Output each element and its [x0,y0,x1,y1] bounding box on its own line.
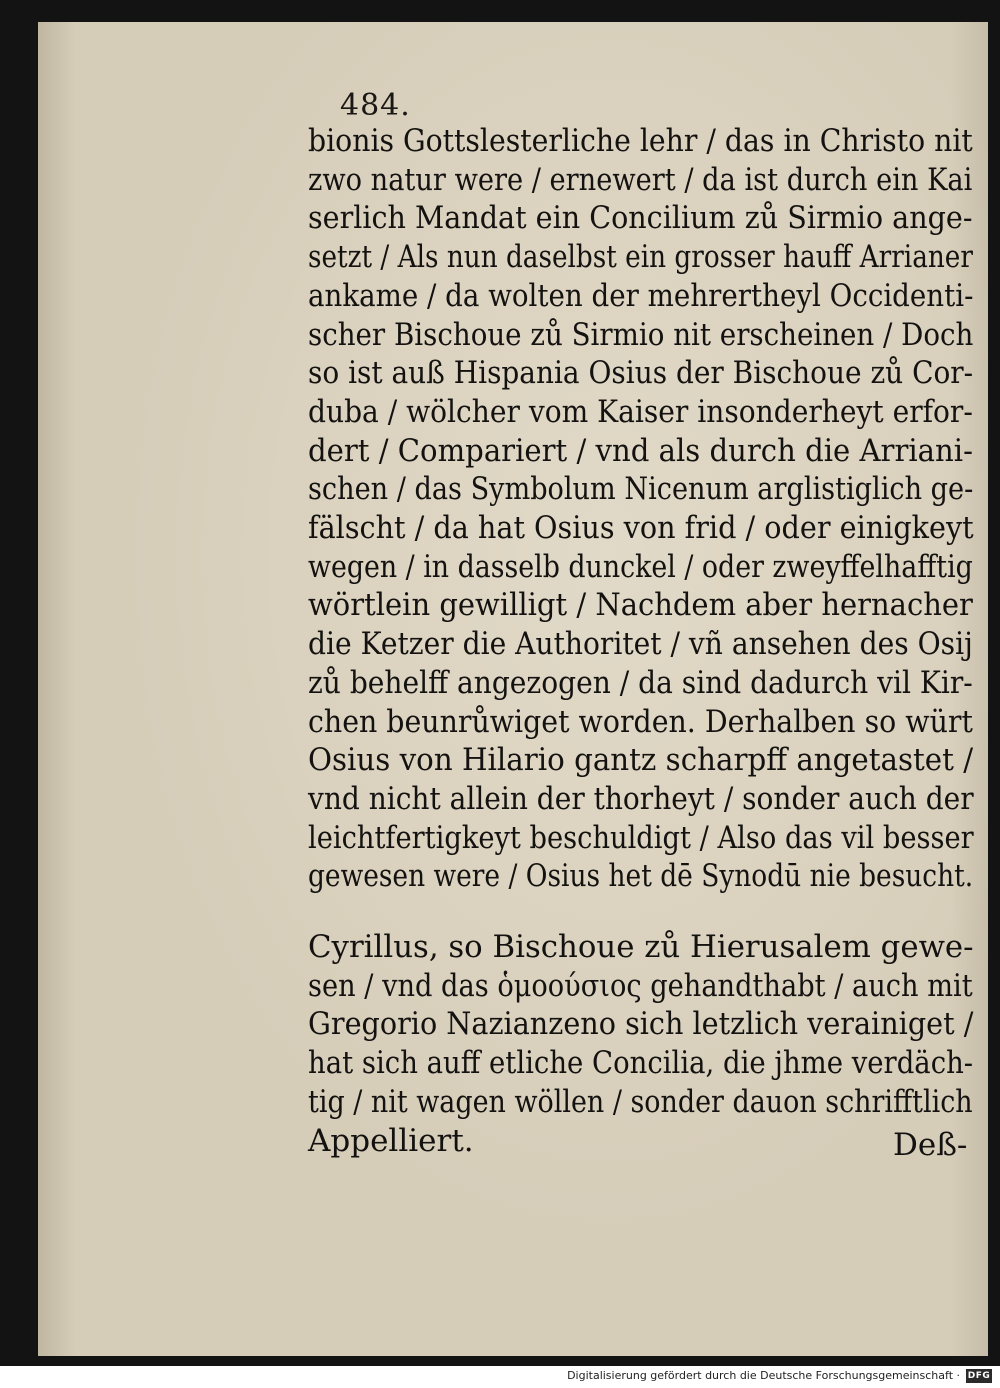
book-page [38,22,988,1356]
text-line: zů behelff angezogen / da sind dadurch vil Kir‑ [308,664,973,701]
catchword: Deß‑ [893,1127,968,1163]
text-line: dert / Compariert / vnd als durch die Arriani‑ [308,432,973,469]
funding-credit: Digitalisierung gefördert durch die Deutsche Forschungsgemeinschaft · [567,1369,960,1382]
footer-bar [0,1366,1000,1388]
page-number: 484. [340,88,411,123]
text-line: chen beunrůwiget worden. Derhalben so würt [308,703,973,740]
text-line: zwo natur were / ernewert / da ist durch ein Kai [308,161,973,198]
text-line: leichtfertigkeyt beschuldigt / Also das vil besser [308,819,974,856]
text-line: Osius von Hilario gantz scharpff angetastet / [308,742,974,779]
paragraph-2 [308,928,978,1160]
text-line: wörtlein gewilligt / Nachdem aber hernacher [308,587,973,624]
text-line: schen / das Symbolum Nicenum arglistiglich ge‑ [308,471,974,508]
text-line: Appelliert. [308,1122,474,1159]
text-line: fälscht / da hat Osius von frid / oder einigkeyt [308,510,974,547]
text-line: tig / nit wagen wöllen / sonder dauon schrifftlich [308,1083,973,1120]
text-line: duba / wölcher vom Kaiser insonderheyt erfor‑ [308,393,973,430]
text-line: scher Bischoue zů Sirmio nit erscheinen / Doch [308,316,974,353]
text-line: wegen / in dasselb dunckel / oder zweyffelhafftig [308,548,973,585]
text-line: bionis Gottslesterliche lehr / das in Christo nit [308,123,973,159]
text-line: gewesen were / Osius het dē Synodū nie besucht. [308,858,974,895]
text-line: Gregorio Nazianzeno sich letzlich verainiget / [308,1006,974,1043]
text-line: die Ketzer die Authoritet / vñ ansehen des Osij [308,626,973,663]
text-block [308,122,978,1160]
text-line: vnd nicht allein der thorheyt / sonder auch der [308,780,974,817]
text-line: ankame / da wolten der mehrertheyl Occidenti‑ [308,277,974,314]
text-line: setzt / Als nun daselbst ein grosser hauff Arrianer [308,239,973,276]
dfg-logo: DFG [967,1371,991,1381]
paragraph-gap [308,896,978,928]
paragraph-1 [308,122,978,896]
text-line: serlich Mandat ein Concilium zů Sirmio ange‑ [308,200,973,237]
text-line: hat sich auff etliche Concilia, die jhme verdäch‑ [308,1045,974,1082]
text-line: sen / vnd das ὁμοούσιος gehandthabt / auch mit [308,967,973,1004]
text-line: Cyrillus, so Bischoue zů Hierusalem gewe‑ [308,929,974,966]
text-line: so ist auß Hispania Osius der Bischoue zů Cor‑ [308,355,974,392]
